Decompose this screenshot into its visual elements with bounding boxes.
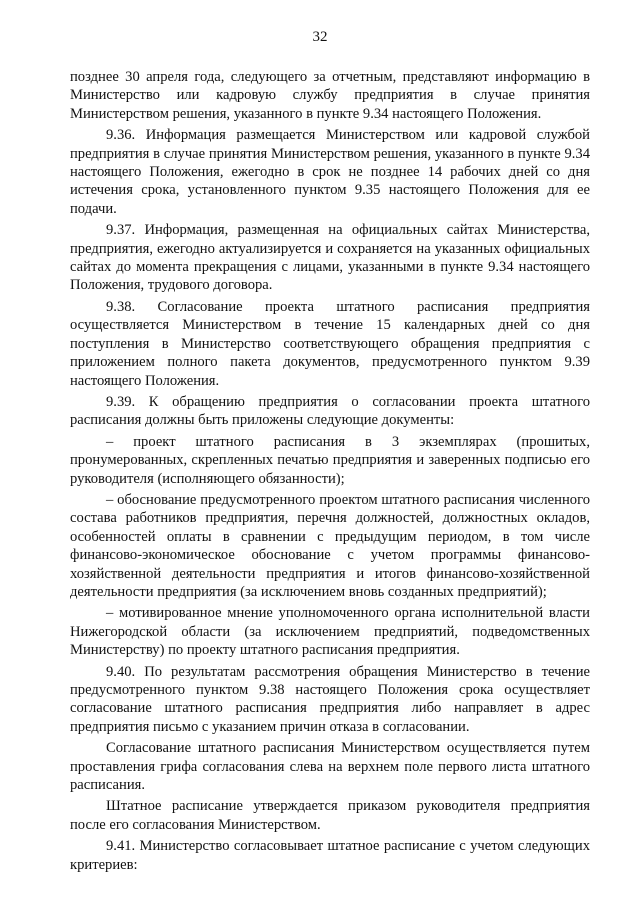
list-item-justification: – обоснование предусмотренного проектом штатного расписания численного состава работников предприятия, перечня должностей, должностных окладов, особенностей оплаты в сравнении с предыдущим периодом, в том числе финансово-экономическое обоснование с учетом программы финансово-хозяйственной деятельности предприятия и итогов финансово-хозяйственной деятельности предприятия (за исключением вновь созданных предприятий); <box>70 491 590 600</box>
page-number: 32 <box>312 29 328 45</box>
paragraph-9-41: 9.41. Министерство согласовывает штатное расписание с учетом следующих критериев: <box>70 838 590 873</box>
paragraph-approval-order: Штатное расписание утверждается приказом руководителя предприятия после его согласования Министерством. <box>70 798 590 833</box>
list-item-staffing-project: – проект штатного расписания в 3 экземплярах (прошитых, пронумерованных, скрепленных печатью предприятия и заверенных подписью его руководителя (исполняющего обязанности); <box>70 433 590 487</box>
paragraph-9-37: 9.37. Информация, размещенная на официальных сайтах Министерства, предприятия, ежегодно актуализируется и сохраняется на указанных официальных сайтах до момента прекращения с лицами, указанными в пункте 9.34 настоящего Положения, трудового договора. <box>70 222 590 294</box>
paragraph-9-38: 9.38. Согласование проекта штатного расписания предприятия осуществляется Министерством в течение 15 календарных дней со дня поступления в Министерство соответствующего обращения предприятия с приложением полного пакета документов, предусмотренного пунктом 9.39 настоящего Положения. <box>70 298 590 389</box>
paragraph-9-39: 9.39. К обращению предприятия о согласовании проекта штатного расписания должны быть приложены следующие документы: <box>70 393 590 429</box>
document-body <box>70 68 590 877</box>
paragraph-9-40: 9.40. По результатам рассмотрения обращения Министерство в течение предусмотренного пунктом 9.38 настоящего Положения срока осуществляет согласование штатного расписания предприятия либо направляет в адрес предприятия письмо с указанием причин отказа в согласовании. <box>70 663 590 735</box>
list-item-authority-opinion: – мотивированное мнение уполномоченного органа исполнительной власти Нижегородской области (за исключением предприятий, подведомственных Министерству) по проекту штатного расписания предприятия. <box>70 605 590 659</box>
paragraph-approval-stamp: Согласование штатного расписания Министерством осуществляется путем проставления грифа согласования слева на верхнем поле первого листа штатного расписания. <box>70 740 590 794</box>
paragraph-9-36: 9.36. Информация размещается Министерством или кадровой службой предприятия в случае принятия Министерством решения, указанного в пункте 9.34 настоящего Положения, ежегодно в срок не позднее 14 рабочих дней со дня истечения срока, установленного пунктом 9.35 настоящего Положения для ее подачи. <box>70 127 590 217</box>
paragraph-continuation: позднее 30 апреля года, следующего за отчетным, представляют информацию в Министерство или кадровую службу предприятия в случае принятия Министерством решения, указанного в пункте 9.34 настоящего Положения. <box>70 69 590 122</box>
